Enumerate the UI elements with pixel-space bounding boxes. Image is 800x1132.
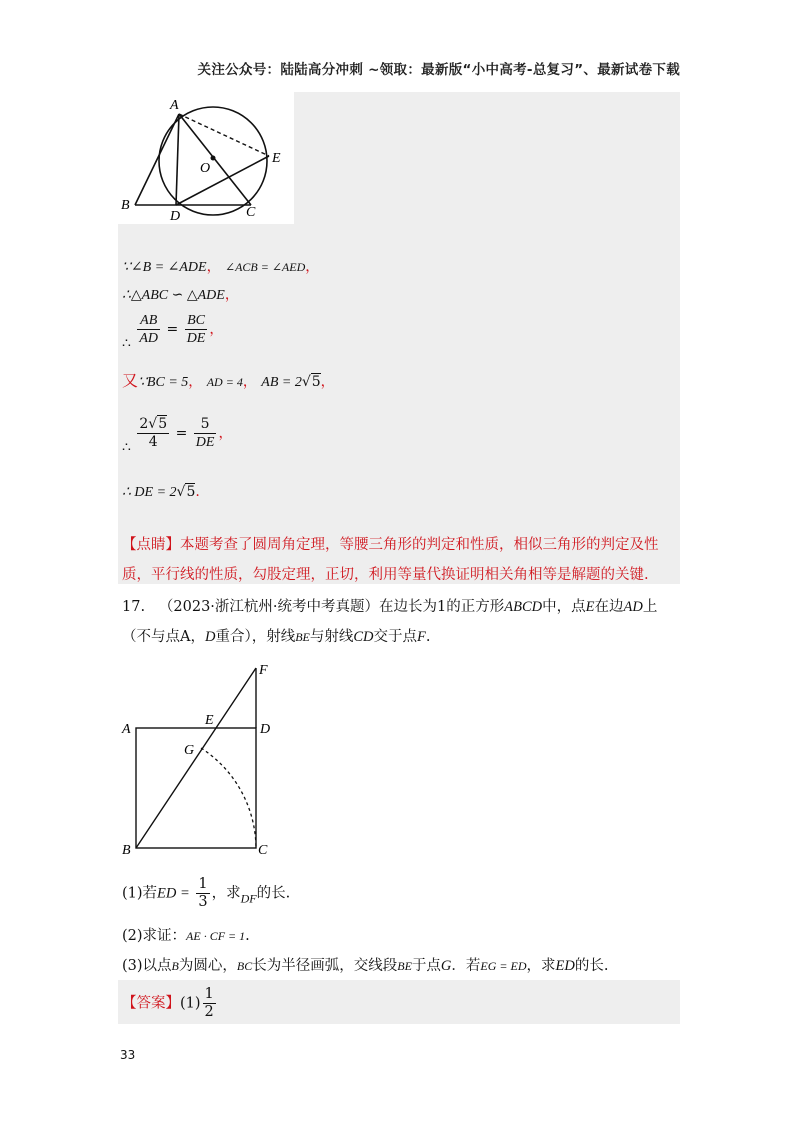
solution-line-4: 又∵BC = 5， AD = 4， AB = 2√5， <box>122 371 335 390</box>
fig1-label-a: A <box>170 98 179 113</box>
solution-line-1: ∵∠B = ∠ADE， ∠ACB = ∠AED， <box>122 259 320 275</box>
problem-17-stem: 17. （2023·浙江杭州·统考中考真题）在边长为1的正方形ABCD中，点E在边AD上（不与点A，D重合），射线BE与射线CD交于点F. <box>122 599 658 645</box>
fraction-ab-ad: $\frac{AB}{AD}$ <box>139 313 159 346</box>
comment-block: 【点睛】本题考查了圆周角定理，等腰三角形的判定和性质，相似三角形的判定及性质，平行线的性质，勾股定理，正切，利用等量代换证明相关角相等是解题的关键. <box>122 537 659 583</box>
fig2-label-f: F <box>259 663 268 678</box>
fig2-label-c: C <box>258 843 268 858</box>
solution-line-3: ∴ $\frac{AB}{AD}$ = $\frac{BC}{DE}$ ， <box>122 313 224 352</box>
fig1-label-e: E <box>272 151 281 166</box>
answer-line: 【答案】(1) $\frac{1}{2}$ <box>122 986 214 1020</box>
fig1-label-b: B <box>121 198 130 213</box>
circle-figure <box>118 92 294 224</box>
fig1-label-d: D <box>170 209 181 224</box>
fig1-label-o: O <box>200 161 211 176</box>
fraction-bc-de: $\frac{BC}{DE}$ <box>186 313 206 346</box>
fraction-5-de: $\frac{5}{DE}$ <box>195 416 215 450</box>
fraction-2root5-4: $\frac{2√5}{4}$ <box>139 416 168 450</box>
fig2-label-e: E <box>205 713 214 728</box>
solution-line-5: ∴ $\frac{2√5}{4}$ = $\frac{5}{DE}$ ， <box>122 416 233 456</box>
fig2-label-a: A <box>122 722 131 737</box>
solution-line-2: ∴△ABC ∽ △ADE， <box>122 287 239 303</box>
question-2: (2)求证：AE · CF = 1. <box>122 928 250 944</box>
solution-line-6: ∴ DE = 2√5. <box>122 484 200 500</box>
square-figure <box>116 656 286 860</box>
question-3: (3)以点B为圆心，BC长为半径画弧，交线段BE于点G．若EG = ED，求ED的长. <box>122 958 609 974</box>
page-number: 33 <box>120 1048 136 1062</box>
fig1-label-c: C <box>246 205 256 220</box>
question-1: (1)若ED = $\frac{1}{3}$ ，求$_{DF}$的长. <box>122 876 291 910</box>
page-header: 关注公众号：陆陆高分冲刺 ~领取：最新版“小中高考-总复习”、最新试卷下载 <box>197 62 680 78</box>
fig2-label-b: B <box>122 843 131 858</box>
fig2-label-d: D <box>260 722 271 737</box>
fig2-label-g: G <box>184 743 195 758</box>
